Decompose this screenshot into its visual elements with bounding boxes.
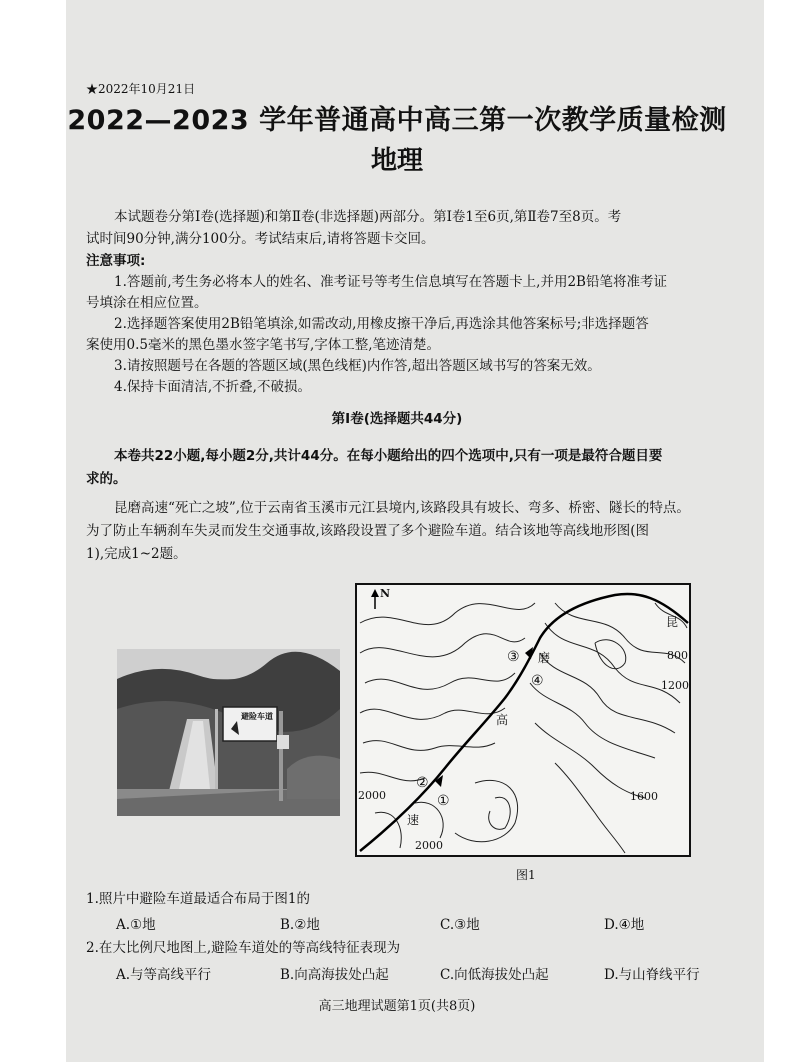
question-1-option-d: D.④地	[604, 917, 645, 933]
marker-4: ④	[531, 673, 544, 689]
contour-label-1200: 1200	[661, 679, 689, 692]
question-1-stem: 1.照片中避险车道最适合布局于图1的	[86, 891, 310, 907]
contour-map	[355, 583, 691, 857]
section-desc-line-1: 本卷共22小题,每小题2分,共计44分。在每小题给出的四个选项中,只有一项是最符合题目要	[114, 448, 663, 464]
question-2-option-d: D.与山脊线平行	[604, 967, 700, 983]
passage-line-1: 昆磨高速“死亡之坡”,位于云南省玉溪市元江县境内,该路段具有坡长、弯多、桥密、隧长的特点。	[114, 500, 690, 516]
contour-label-1600: 1600	[630, 790, 658, 803]
road-char-4: 速	[407, 813, 420, 827]
question-1-option-a: A.①地	[116, 917, 156, 933]
marker-2: ②	[416, 775, 429, 791]
contour-label-2000-left: 2000	[358, 789, 386, 802]
photo-drawing	[117, 649, 340, 816]
notice-item-1-line-1: 1.答题前,考生务必将本人的姓名、准考证号等考生信息填写在答题卡上,并用2B铅笔将准考证	[114, 274, 667, 290]
contour-label-800: 800	[667, 649, 688, 662]
sign-text: 避险车道	[241, 712, 273, 721]
passage-line-3: 1),完成1~2题。	[86, 546, 187, 562]
marker-3: ③	[507, 649, 520, 665]
section-desc-line-2: 求的。	[86, 471, 127, 487]
question-2-option-c: C.向低海拔处凸起	[440, 967, 549, 983]
notice-item-2-line-2: 案使用0.5毫米的黑色墨水签字笔书写,字体工整,笔迹清楚。	[86, 337, 441, 353]
page-footer: 高三地理试题第1页(共8页)	[318, 999, 476, 1014]
exam-title: 2022—2023 学年普通高中高三第一次教学质量检测	[67, 105, 727, 136]
notice-item-1-line-2: 号填涂在相应位置。	[86, 295, 208, 311]
contour-label-2000-bottom: 2000	[415, 839, 443, 852]
road-char-2: 磨	[538, 651, 551, 665]
notice-heading: 注意事项:	[86, 253, 146, 269]
notice-item-4: 4.保持卡面清洁,不折叠,不破损。	[114, 379, 311, 395]
question-1-option-b: B.②地	[280, 917, 320, 933]
escape-ramp-photo	[117, 649, 340, 816]
notice-item-2-line-1: 2.选择题答案使用2B铅笔填涂,如需改动,用橡皮擦干净后,再选涂其他答案标号;非选择题答	[114, 316, 649, 332]
road-char-3: 高	[496, 713, 509, 727]
question-1-option-c: C.③地	[440, 917, 480, 933]
exam-date: ★2022年10月21日	[86, 82, 196, 96]
figure-caption: 图1	[516, 868, 536, 882]
exam-subject: 地理	[370, 146, 423, 176]
intro-line-2: 试时间90分钟,满分100分。考试结束后,请将答题卡交回。	[86, 231, 435, 247]
section-heading: 第Ⅰ卷(选择题共44分)	[331, 411, 463, 427]
question-2-option-b: B.向高海拔处凸起	[280, 967, 389, 983]
question-2-stem: 2.在大比例尺地图上,避险车道处的等高线特征表现为	[86, 940, 401, 956]
marker-1: ①	[437, 793, 450, 809]
intro-line-1: 本试题卷分第Ⅰ卷(选择题)和第Ⅱ卷(非选择题)两部分。第Ⅰ卷1至6页,第Ⅱ卷7至8页。考	[114, 209, 622, 225]
question-2-option-a: A.与等高线平行	[116, 967, 212, 983]
road-char-1: 昆	[666, 615, 679, 629]
contour-map-drawing	[355, 583, 691, 857]
notice-item-3: 3.请按照题号在各题的答题区域(黑色线框)内作答,超出答题区域书写的答案无效。	[114, 358, 601, 374]
passage-line-2: 为了防止车辆刹车失灵而发生交通事故,该路段设置了多个避险车道。结合该地等高线地形图(图	[86, 523, 650, 539]
north-label: N	[380, 587, 391, 600]
